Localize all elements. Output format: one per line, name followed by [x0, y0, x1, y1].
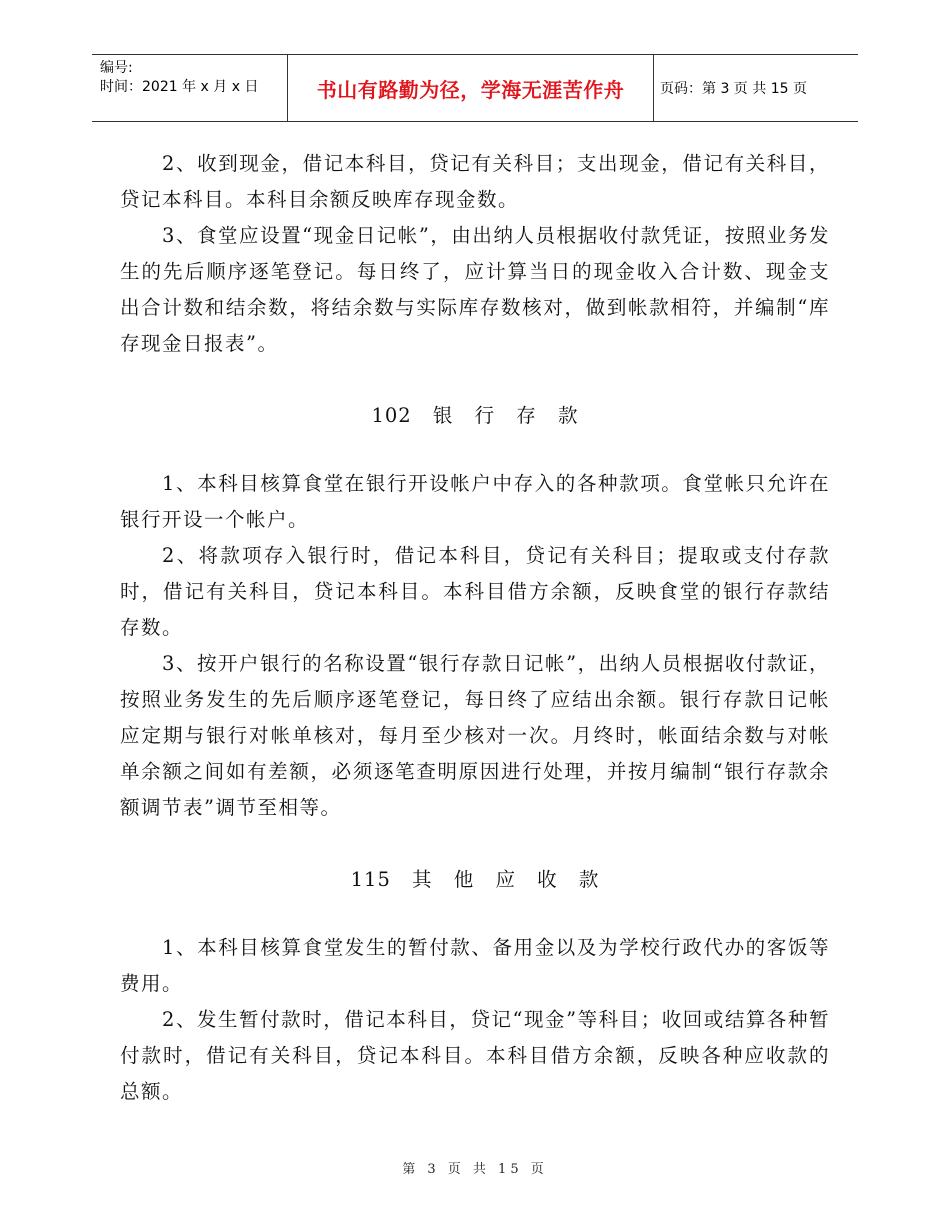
page-footer: 第 3 页 共 15 页	[402, 1162, 548, 1177]
header-motto: 书山有路勤为径，学海无涯苦作舟	[316, 77, 625, 102]
bank-paragraph-2: 2、将款项存入银行时，借记本科目，贷记有关科目；提取或支付存款时，借记有关科目，贷记本科目。本科目借方余额，反映食堂的银行存款结存数。	[120, 544, 830, 639]
header-motto-box	[287, 55, 654, 121]
receivables-paragraph-1: 1、本科目核算食堂发生的暂付款、备用金以及为学校行政代办的客饭等费用。	[120, 936, 830, 995]
bank-paragraph-3: 3、按开户银行的名称设置“银行存款日记帐”，出纳人员根据收付款证，按照业务发生的先后顺序逐笔登记，每日终了应结出余额。银行存款日记帐应定期与银行对帐单核对，每月至少核对一次。月终时，帐面结余数与对帐单余额之间如有差额，必须逐笔查明原因进行处理，并按月编制“银行存款余额调节表”调节至相等。	[120, 652, 830, 819]
document-number-label: 编号:	[100, 60, 133, 76]
cash-paragraph-3: 3、食堂应设置“现金日记帐”，由出纳人员根据收付款凭证，按照业务发生的先后顺序逐笔登记。每日终了，应计算当日的现金收入合计数、现金支出合计数和结余数，将结余数与实际库存数核对，做到帐款相符，并编制“库存现金日报表”。	[120, 224, 830, 355]
bank-paragraph-1: 1、本科目核算食堂在银行开设帐户中存入的各种款项。食堂帐只允许在银行开设一个帐户。	[120, 472, 830, 531]
header-page-info: 页码：第 3 页 共 15 页	[660, 81, 807, 97]
cash-paragraph-2: 2、收到现金，借记本科目，贷记有关科目；支出现金，借记有关科目，贷记本科目。本科目余额反映库存现金数。	[120, 152, 830, 211]
bank-deposit-heading: 102 银 行 存 款	[371, 404, 579, 427]
document-time-label: 时间：2021 年 x 月 x 日	[100, 79, 259, 95]
receivables-paragraph-2: 2、发生暂付款时，借记本科目，贷记“现金”等科目；收回或结算各种暂付款时，借记有关科目，贷记本科目。本科目借方余额，反映各种应收款的总额。	[120, 1008, 830, 1103]
header-meta	[100, 59, 280, 97]
other-receivables-heading: 115 其 他 应 收 款	[350, 868, 600, 891]
page-header	[92, 54, 858, 122]
